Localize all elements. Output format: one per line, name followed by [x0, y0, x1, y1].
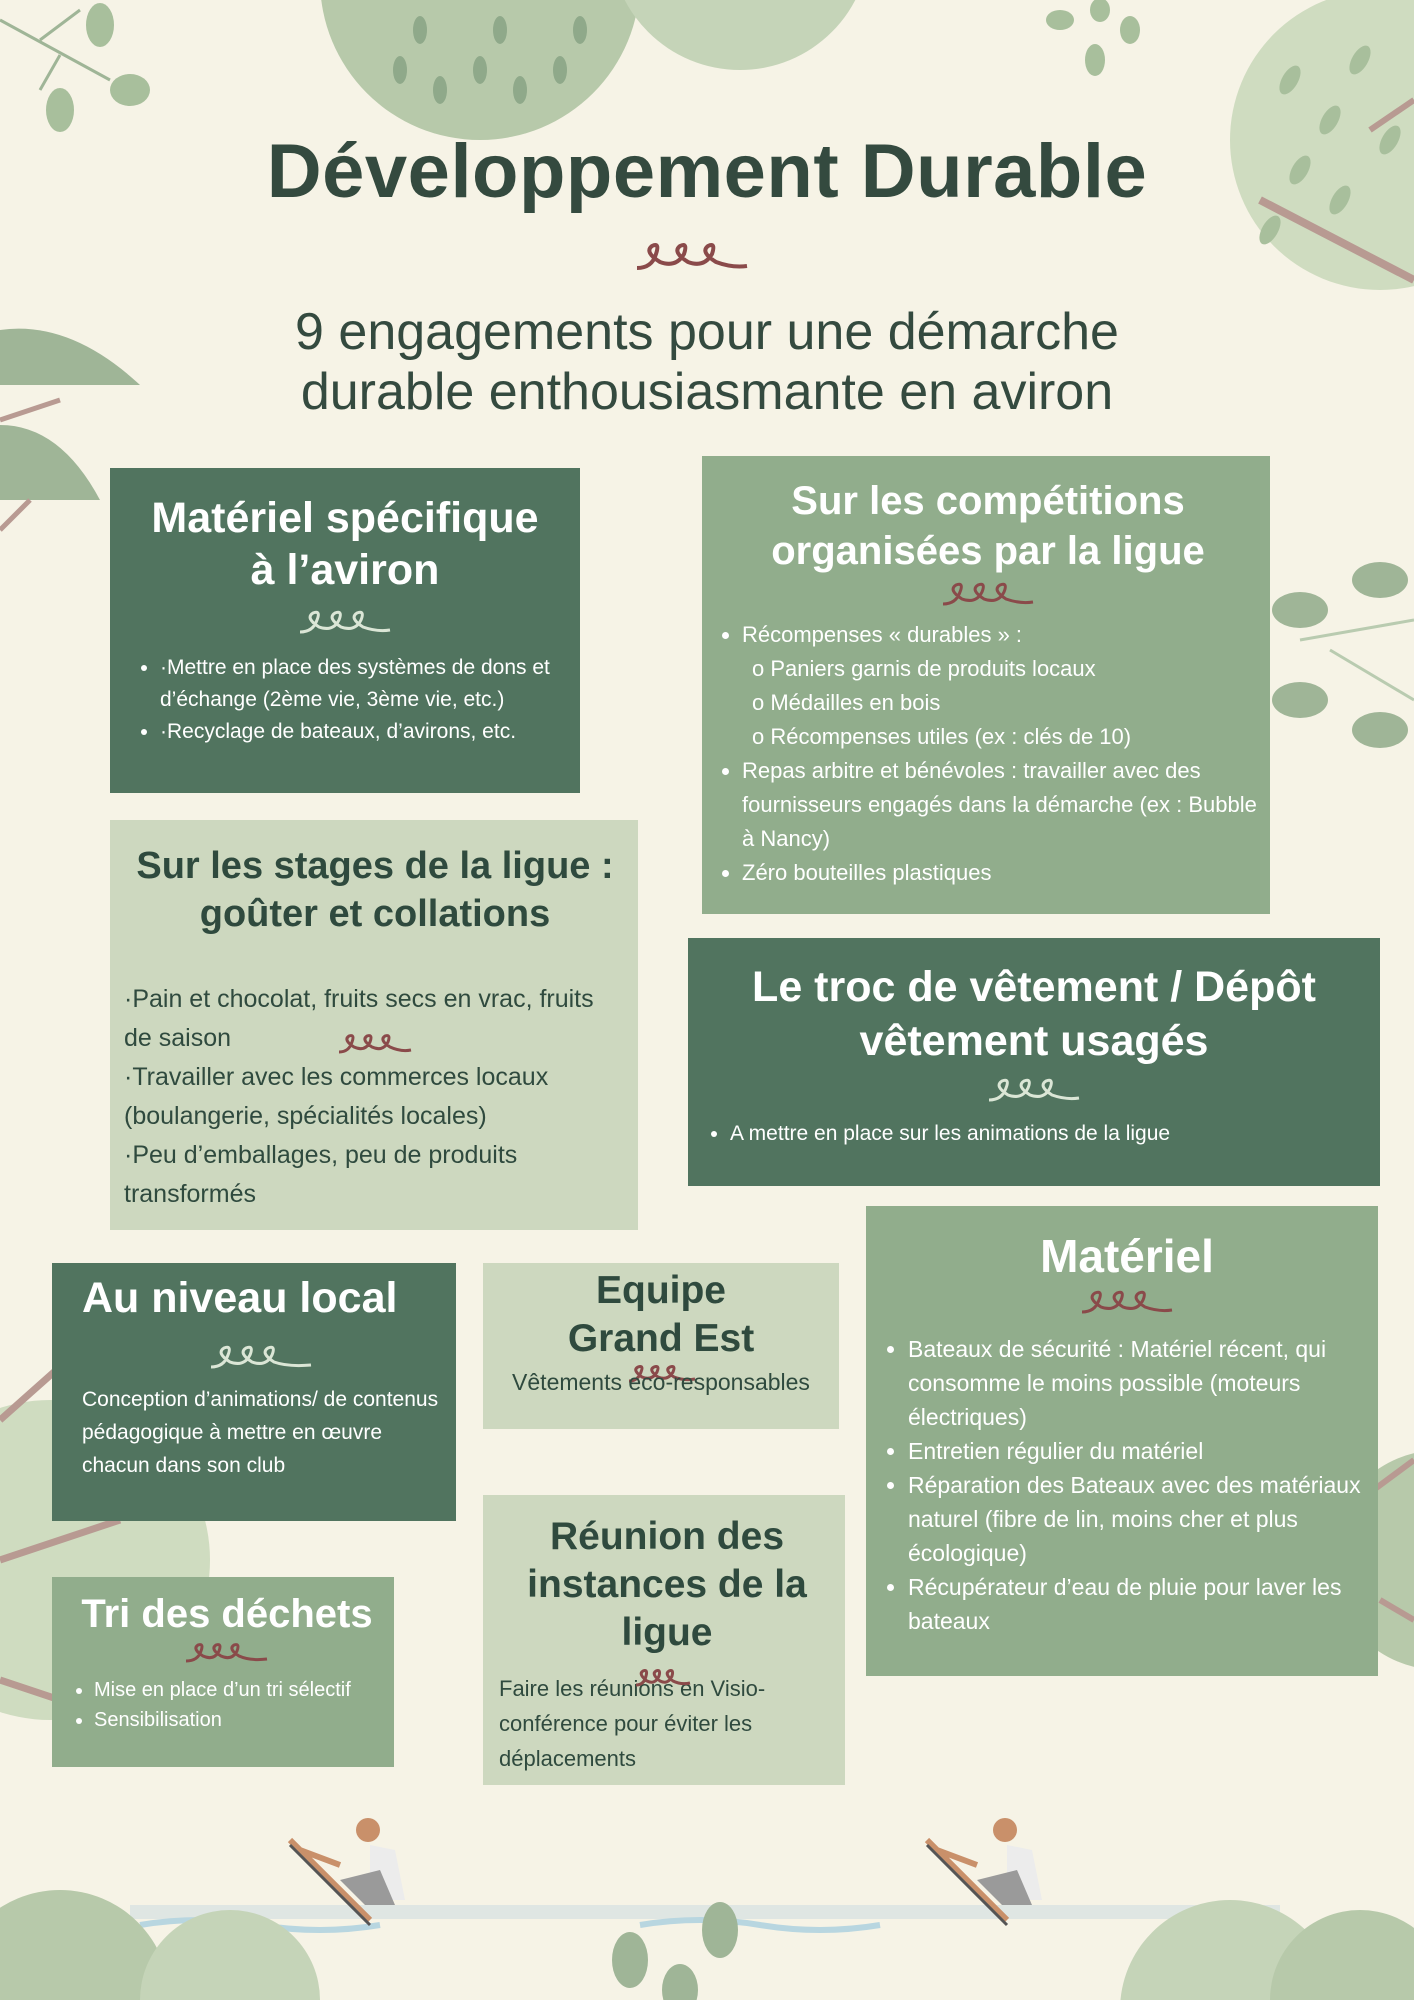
squiggle-icon [206, 1343, 316, 1373]
card-title: Tri des déchets [81, 1592, 373, 1636]
card-materiel [866, 1206, 1378, 1676]
squiggle-icon [633, 1667, 693, 1689]
squiggle-divider-icon [632, 240, 752, 274]
list-item: • Zéro bouteilles plastiques [742, 856, 1260, 890]
text-line: ·Peu d’emballages, peu de produits transformés [124, 1141, 518, 1208]
card-title: Matériel spécifique à l’aviron [151, 494, 539, 594]
card-competitions [702, 456, 1270, 914]
card-text: Conception d’animations/ de contenus pédagogique à mettre en œuvre chacun dans son club [82, 1388, 439, 1477]
list-item: • Mise en place d’un tri sélectif [94, 1675, 386, 1705]
text-line: ·Travailler avec les commerces locaux (boulangerie, spécialités locales) [124, 1063, 549, 1130]
card-title: Réunion des instances de la ligue [527, 1515, 807, 1654]
page-subtitle: 9 engagements pour une démarche durable enthousiasmante en aviron [295, 303, 1119, 421]
card-title: Sur les stages de la ligue : goûter et collations [136, 845, 614, 935]
list-item: • ·Mettre en place des systèmes de dons et d’échange (2ème vie, 3ème vie, etc.) [160, 652, 556, 716]
card-title: Le troc de vêtement / Dépôt vêtement usagés [752, 963, 1316, 1065]
list-item: • Repas arbitre et bénévoles : travailler avec des fournisseurs engagés dans la démarche (ex : Bubble à Nancy) [742, 754, 1260, 856]
list-item: • Réparation des Bateaux avec des matériaux naturel (fibre de lin, moins cher et plus écologique) [908, 1468, 1372, 1570]
card-title: Au niveau local [82, 1274, 398, 1322]
card-text: Vêtements eco-responsables [512, 1369, 810, 1395]
sub-list-item: o Médailles en bois [752, 686, 1260, 720]
sub-list-item: o Paniers garnis de produits locaux [752, 652, 1260, 686]
card-equipe-grand-est [483, 1263, 839, 1429]
list-item: • ·Recyclage de bateaux, d’avirons, etc. [160, 716, 556, 748]
list-item: • Sensibilisation [94, 1705, 386, 1735]
squiggle-icon [1077, 1288, 1177, 1318]
card-title: Sur les compétitions organisées par la ligue [771, 479, 1205, 573]
card-tri-dechets [52, 1577, 394, 1767]
list-item: • A mettre en place sur les animations de la ligue [730, 1118, 1364, 1150]
card-materiel-aviron [110, 468, 580, 793]
squiggle-icon [182, 1641, 272, 1667]
sub-list-item: o Récompenses utiles (ex : clés de 10) [752, 720, 1260, 754]
card-niveau-local [52, 1263, 456, 1521]
squiggle-icon [295, 608, 395, 638]
squiggle-icon [938, 580, 1038, 610]
card-troc [688, 938, 1380, 1186]
list-item: • Récupérateur d’eau de pluie pour laver les bateaux [908, 1570, 1372, 1638]
card-text: Faire les réunions en Visio-conférence pour éviter les déplacements [499, 1676, 766, 1771]
card-reunion [483, 1495, 845, 1785]
card-title: Equipe Grand Est [567, 1269, 755, 1360]
list-item: • Entretien régulier du matériel [908, 1434, 1372, 1468]
page-title: Développement Durable [266, 129, 1148, 214]
list-item: • Récompenses « durables » : [742, 618, 1260, 652]
list-item: • Bateaux de sécurité : Matériel récent, qui consomme le moins possible (moteurs électriques) [908, 1332, 1372, 1434]
squiggle-icon [984, 1076, 1084, 1106]
squiggle-icon [335, 1032, 415, 1058]
text-line: ·Pain et chocolat, fruits secs en vrac, fruits de saison [124, 985, 594, 1052]
card-title: Matériel [1040, 1230, 1214, 1282]
card-stages [110, 820, 638, 1230]
